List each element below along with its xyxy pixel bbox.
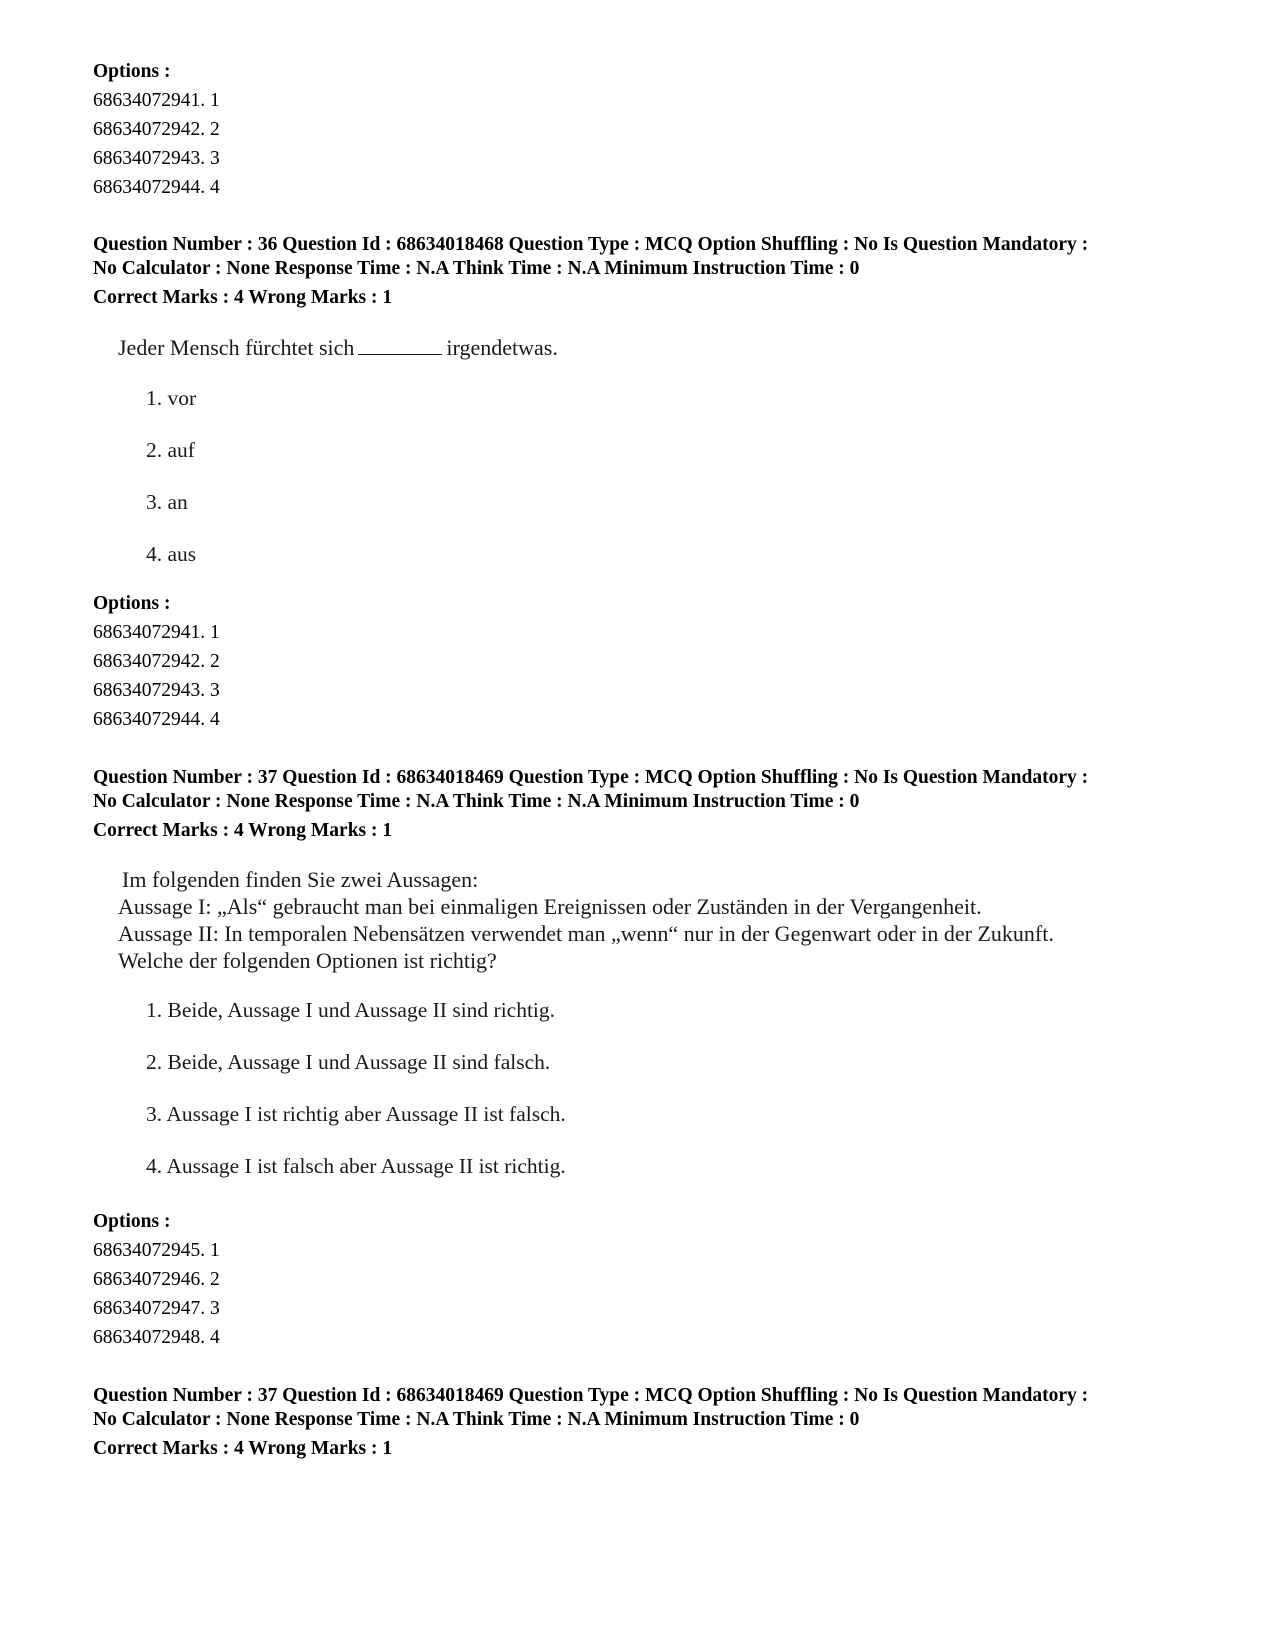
stem-text-before: Jeder Mensch fürchtet sich — [118, 335, 355, 360]
option-line: 68634072941. 1 — [93, 90, 220, 111]
options-label: Options : — [93, 593, 171, 614]
question-stem-line: Im folgenden finden Sie zwei Aussagen: — [122, 867, 479, 892]
option-line: 68634072947. 3 — [93, 1298, 220, 1319]
option-line: 68634072946. 2 — [93, 1269, 220, 1290]
option-line: 68634072948. 4 — [93, 1327, 220, 1348]
answer-choice: 2. auf — [146, 438, 195, 462]
question-meta-line-2: No Calculator : None Response Time : N.A Think Time : N.A Minimum Instruction Time : 0 — [93, 1409, 860, 1430]
question-meta-line-1: Question Number : 36 Question Id : 68634018468 Question Type : MCQ Option Shuffling : No Is Question Mandatory : — [93, 234, 1089, 255]
answer-choice: 3. an — [146, 490, 188, 514]
question-meta-line-2: No Calculator : None Response Time : N.A Think Time : N.A Minimum Instruction Time : 0 — [93, 791, 860, 812]
question-stem-line: Aussage II: In temporalen Nebensätzen verwendet man „wenn“ nur in der Gegenwart oder in der Zukunft. — [118, 921, 1054, 946]
question-marks: Correct Marks : 4 Wrong Marks : 1 — [93, 287, 393, 308]
question-marks: Correct Marks : 4 Wrong Marks : 1 — [93, 1438, 393, 1459]
question-37-body — [118, 866, 1218, 1178]
question-stem — [118, 334, 1218, 361]
question-meta-line-1: Question Number : 37 Question Id : 68634018469 Question Type : MCQ Option Shuffling : No Is Question Mandatory : — [93, 1385, 1089, 1406]
question-meta-line-2: No Calculator : None Response Time : N.A Think Time : N.A Minimum Instruction Time : 0 — [93, 258, 860, 279]
answer-choice: 1. Beide, Aussage I und Aussage II sind richtig. — [146, 998, 556, 1022]
option-line: 68634072942. 2 — [93, 651, 220, 672]
answer-choice: 3. Aussage I ist richtig aber Aussage II ist falsch. — [146, 1102, 566, 1126]
option-line: 68634072943. 3 — [93, 148, 220, 169]
option-line: 68634072944. 4 — [93, 177, 220, 198]
question-36-body — [118, 334, 1218, 566]
option-line: 68634072941. 1 — [93, 622, 220, 643]
question-marks: Correct Marks : 4 Wrong Marks : 1 — [93, 820, 393, 841]
question-36-header — [93, 233, 1213, 310]
question-meta-line-1: Question Number : 37 Question Id : 68634018469 Question Type : MCQ Option Shuffling : No Is Question Mandatory : — [93, 767, 1089, 788]
options-label: Options : — [93, 61, 171, 82]
option-line: 68634072944. 4 — [93, 709, 220, 730]
answer-choice: 4. aus — [146, 542, 197, 566]
question-37-options — [93, 1210, 1213, 1352]
top-options-block — [93, 60, 1213, 202]
option-line: 68634072945. 1 — [93, 1240, 220, 1261]
answer-choice: 1. vor — [146, 386, 197, 410]
option-line: 68634072943. 3 — [93, 680, 220, 701]
answer-choice: 4. Aussage I ist falsch aber Aussage II ist richtig. — [146, 1154, 566, 1178]
answer-choice: 2. Beide, Aussage I und Aussage II sind falsch. — [146, 1050, 551, 1074]
question-37-repeat-header — [93, 1384, 1213, 1461]
stem-text-after: irgendetwas. — [446, 335, 558, 360]
fill-in-blank — [358, 336, 442, 355]
option-line: 68634072942. 2 — [93, 119, 220, 140]
question-stem-line: Welche der folgenden Optionen ist richtig? — [118, 948, 497, 973]
options-label: Options : — [93, 1211, 171, 1232]
question-stem-line: Aussage I: „Als“ gebraucht man bei einmaligen Ereignissen oder Zuständen in der Vergangenheit. — [118, 894, 982, 919]
question-37-header — [93, 766, 1213, 843]
question-36-options — [93, 592, 1213, 734]
